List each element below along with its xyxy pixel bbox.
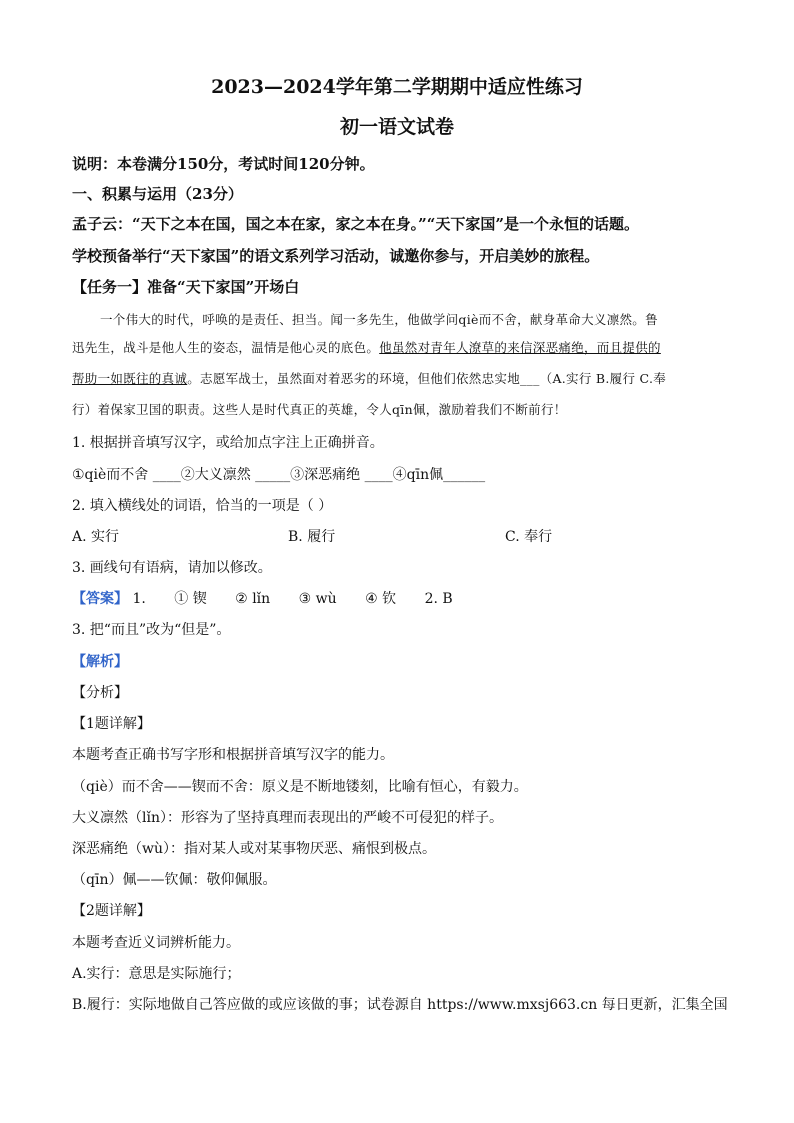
exam-subtitle: 初一语文试卷 <box>339 116 454 138</box>
detail-2-line-1: A.实行：意思是实际施行； <box>72 966 241 982</box>
passage-line-1: 一个伟大的时代，呼唤的是责任、担当。闻一多先生，他做学问qiè而不舍，献身革命大义凛然。鲁 <box>100 312 658 327</box>
underlined-sentence-end: 帮助一如既往的真诚 <box>72 371 188 386</box>
answer-3-line: 3. 把“而且”改为“但是”。 <box>72 622 231 638</box>
exam-note: 说明：本卷满分150分，考试时间120分钟。 <box>72 155 375 173</box>
answer-circle-1: ① <box>174 591 189 607</box>
answer-circle-4: ④ <box>365 591 378 607</box>
question-1-blanks: ①qiè而不舍 ____②大义凛然 _____③深恶痛绝 ____④qīn佩______ <box>72 467 486 483</box>
question-2: 2. 填入横线处的词语，恰当的一项是（ ） <box>72 498 333 514</box>
answer-4: 钦 <box>382 591 397 607</box>
answer-line <box>72 588 453 608</box>
answer-q2: 2. B <box>424 591 453 607</box>
answer-num: 1. <box>132 591 146 607</box>
underlined-sentence: 他虽然对青年人潦草的来信深恶痛绝，而且提供的 <box>379 340 661 355</box>
answer-circle-3: ③ <box>298 591 312 607</box>
passage-text: 。志愿军战士，虽然面对着恶劣的环境，但他们依然忠实地___（A.实行 B.履行 C.奉 <box>187 371 667 386</box>
detail-2-text: 本题考查近义词辨析能力。 <box>72 935 240 951</box>
detail-2-line-2: B.履行：实际地做自己答应做的或应该做的事；试卷源自 https://www.mxsj663.cn 每日更新，汇集全国 <box>72 997 728 1013</box>
question-3: 3. 画线句有语病，请加以修改。 <box>72 560 272 576</box>
passage-line-3 <box>72 369 666 387</box>
option-c: C. 奉行 <box>505 529 553 545</box>
answer-tag: 【答案】 <box>72 591 128 607</box>
task-heading: 【任务一】准备“天下家国”开场白 <box>72 278 300 296</box>
fenxi-tag: 【分析】 <box>72 685 128 701</box>
detail-1-line-2: 大义凛然（lǐn）：形容为了坚持真理而表现出的严峻不可侵犯的样子。 <box>72 810 503 826</box>
answer-circle-2: ② <box>235 591 248 607</box>
answer-3: wù <box>315 591 337 607</box>
answer-1: 锲 <box>192 591 207 607</box>
passage-line-4: 行）着保家卫国的职责。这些人是时代真正的英雄，令人qīn佩，激励着我们不断前行！ <box>72 402 567 417</box>
detail-1-line-3: 深恶痛绝（wù）：指对某人或对某事物厌恶、痛恨到极点。 <box>72 841 436 857</box>
passage-text: 迅先生，战斗是他人生的姿态，温情是他心灵的底色。 <box>72 340 380 355</box>
intro-line-1: 孟子云：“天下之本在国，国之本在家，家之本在身。”“天下家国”是一个永恒的话题。 <box>72 215 640 233</box>
passage-line-2 <box>72 338 661 356</box>
detail-1-line-4: （qīn）佩——钦佩：敬仰佩服。 <box>72 872 277 888</box>
detail-1-text: 本题考查正确书写字形和根据拼音填写汉字的能力。 <box>72 747 394 763</box>
intro-line-2: 学校预备举行“天下家国”的语文系列学习活动，诚邀你参与，开启美妙的旅程。 <box>72 247 600 265</box>
detail-1-heading: 【1题详解】 <box>72 716 151 732</box>
detail-2-heading: 【2题详解】 <box>72 903 151 919</box>
exam-title: 2023—2024学年第二学期期中适应性练习 <box>211 76 583 98</box>
section-heading: 一、积累与运用（23分） <box>72 185 243 203</box>
answer-2: lǐn <box>252 591 271 607</box>
analysis-tag: 【解析】 <box>72 654 128 670</box>
option-b: B. 履行 <box>288 529 336 545</box>
detail-1-line-1: （qiè）而不舍——锲而不舍：原义是不断地镂刻，比喻有恒心，有毅力。 <box>72 779 528 795</box>
option-a: A. 实行 <box>72 529 120 545</box>
question-1: 1. 根据拼音填写汉字，或给加点字注上正确拼音。 <box>72 435 384 451</box>
